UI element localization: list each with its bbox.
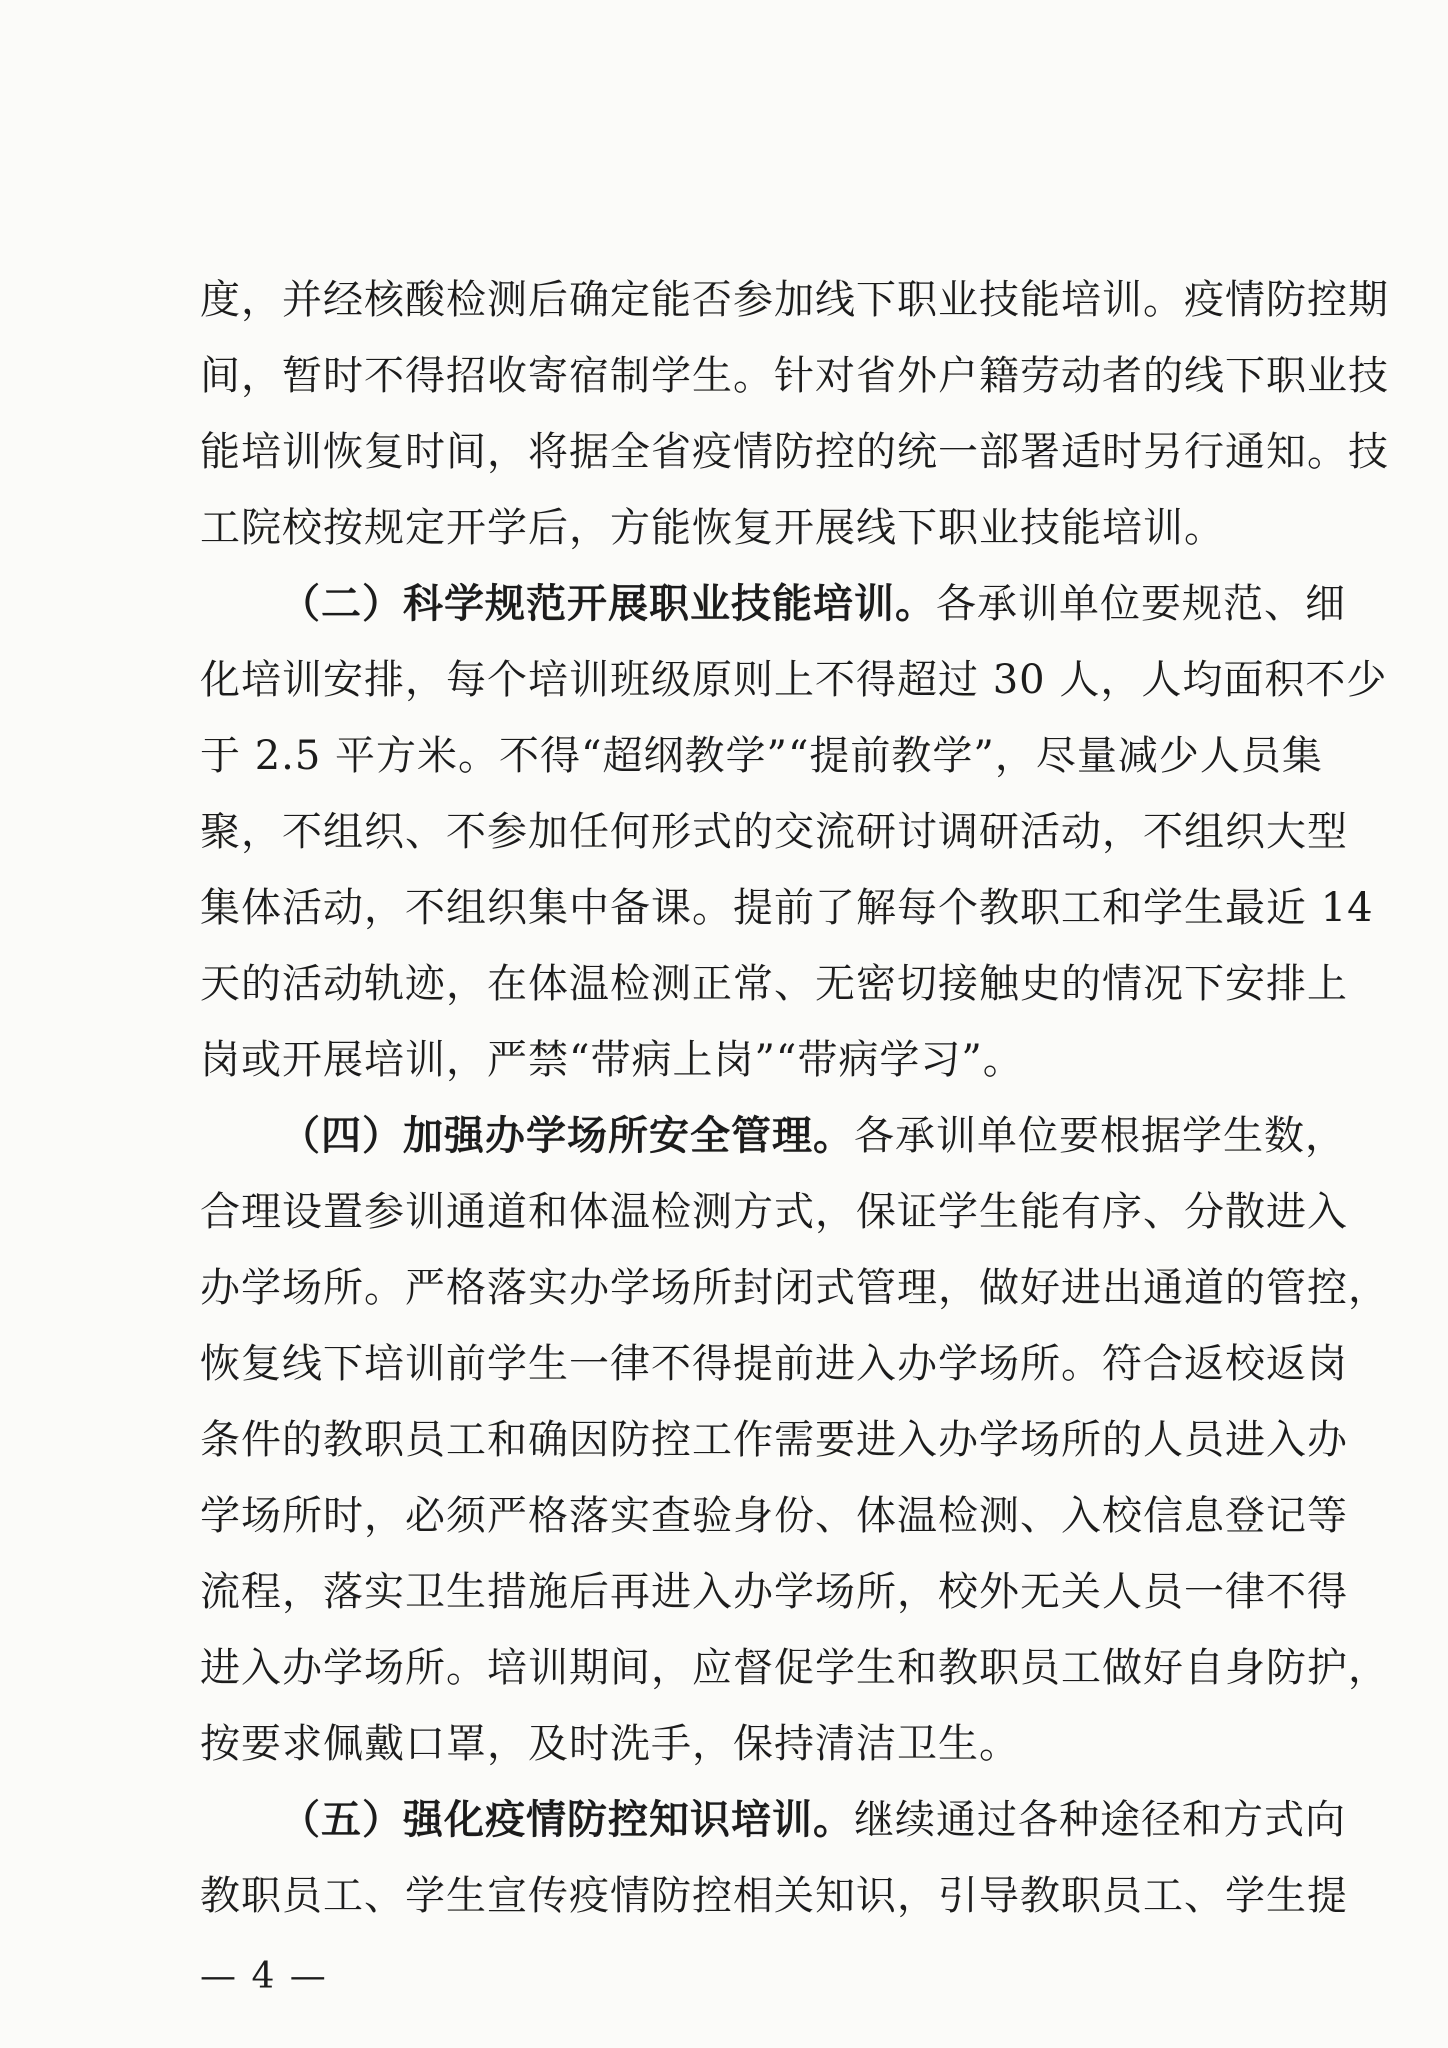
paragraph-line: 流程，落实卫生措施后再进入办学场所，校外无关人员一律不得 [200,1569,1348,1615]
paragraph-line: 工院校按规定开学后，方能恢复开展线下职业技能培训。 [200,505,1225,551]
paragraph-line: 合理设置参训通道和体温检测方式，保证学生能有序、分散进入 [200,1189,1348,1235]
paragraph-line: 间，暂时不得招收寄宿制学生。针对省外户籍劳动者的线下职业技 [200,353,1389,399]
section-heading: （二）科学规范开展职业技能培训。 [280,580,936,627]
paragraph-first-line [280,569,1346,639]
paragraph-first-line [280,1101,1346,1171]
paragraph-line: 度，并经核酸检测后确定能否参加线下职业技能培训。疫情防控期 [200,277,1389,323]
paragraph-line: 恢复线下培训前学生一律不得提前进入办学场所。符合返校返岗 [200,1341,1348,1387]
paragraph-line: 天的活动轨迹，在体温检测正常、无密切接触史的情况下安排上 [200,961,1348,1007]
paragraph-line: 按要求佩戴口罩，及时洗手，保持清洁卫生。 [200,1721,1020,1767]
paragraph-text: 各承训单位要规范、细 [936,581,1346,627]
section-heading: （五）强化疫情防控知识培训。 [280,1796,854,1843]
page-number: — 4 — [200,1956,328,1997]
paragraph-line: 能培训恢复时间，将据全省疫情防控的统一部署适时另行通知。技 [200,429,1389,475]
paragraph-line: 于 2.5 平方米。不得“超纲教学”“提前教学”，尽量减少人员集 [200,733,1323,779]
paragraph-line: 岗或开展培训，严禁“带病上岗”“带病学习”。 [200,1037,1024,1083]
paragraph-line: 化培训安排，每个培训班级原则上不得超过 30 人，人均面积不少 [200,657,1388,703]
paragraph-line: 聚，不组织、不参加任何形式的交流研讨调研活动，不组织大型 [200,809,1348,855]
paragraph-line: 办学场所。严格落实办学场所封闭式管理，做好进出通道的管控， [200,1265,1389,1311]
paragraph-line: 集体活动，不组织集中备课。提前了解每个教职工和学生最近 14 [200,885,1374,931]
paragraph-line: 教职员工、学生宣传疫情防控相关知识，引导教职员工、学生提 [200,1873,1348,1919]
paragraph-line: 条件的教职员工和确因防控工作需要进入办学场所的人员进入办 [200,1417,1348,1463]
paragraph-text: 继续通过各种途径和方式向 [854,1797,1346,1843]
paragraph-line: 学场所时，必须严格落实查验身份、体温检测、入校信息登记等 [200,1493,1348,1539]
section-heading: （四）加强办学场所安全管理。 [280,1112,854,1159]
paragraph-first-line [280,1785,1346,1855]
paragraph-line: 进入办学场所。培训期间，应督促学生和教职员工做好自身防护， [200,1645,1389,1691]
paragraph-text: 各承训单位要根据学生数， [854,1113,1346,1159]
